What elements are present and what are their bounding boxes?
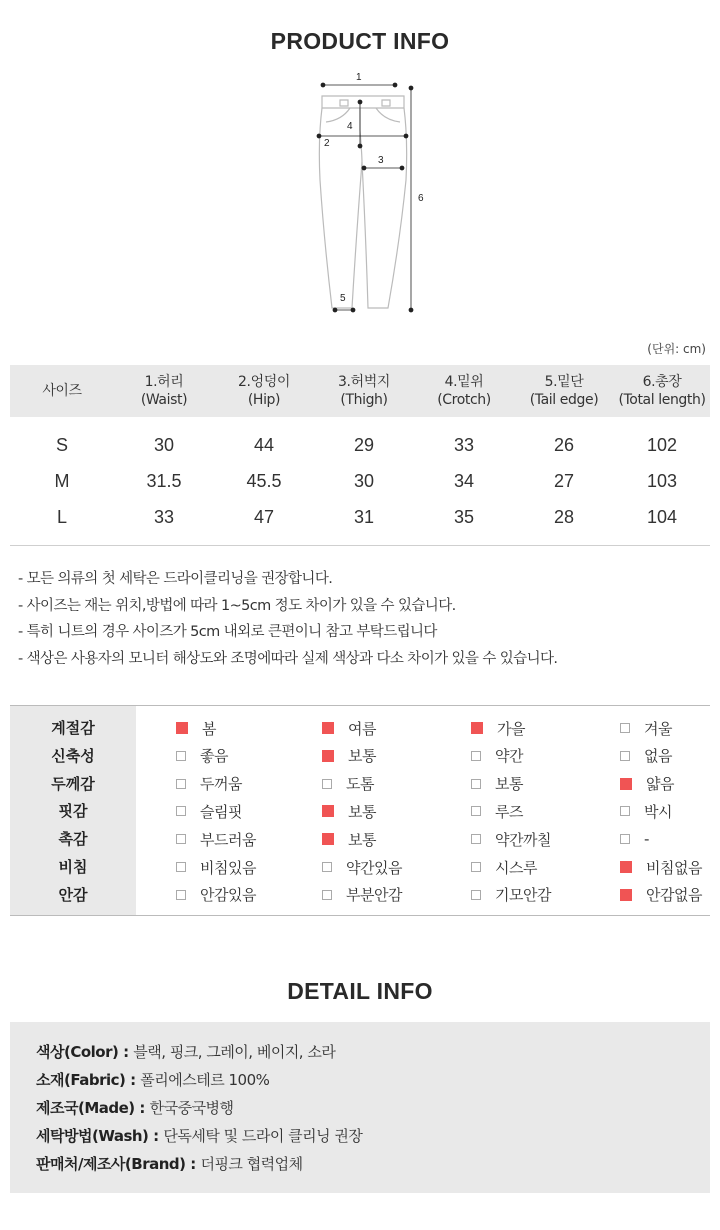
- size-cell: 33: [453, 435, 475, 455]
- attribute-label: 비침: [58, 858, 88, 876]
- table-divider: [10, 545, 710, 546]
- attribute-option: [471, 770, 523, 798]
- attribute-option-label: 안감있음: [200, 886, 256, 905]
- attribute-option-label: 약간: [495, 747, 523, 766]
- attribute-option: [471, 742, 523, 770]
- size-cell: L: [56, 507, 67, 527]
- diagram-label-1: 1: [356, 72, 362, 83]
- size-cell: 28: [553, 507, 575, 527]
- unchecked-box-icon: [471, 834, 481, 844]
- unchecked-box-icon: [322, 890, 332, 900]
- diagram-label-4: 4: [347, 121, 353, 132]
- attribute-option: [620, 714, 672, 742]
- header-tail-edge: 5.밑단 (Tail edge): [529, 374, 599, 408]
- detail-row-color: 색상(Color) : 블랙, 핑크, 그레이, 베이지, 소라: [36, 1043, 336, 1061]
- attribute-option-label: 얇음: [646, 775, 674, 794]
- attribute-option: [176, 881, 256, 909]
- size-cell: 45.5: [246, 471, 282, 491]
- checked-box-icon: [620, 861, 632, 873]
- attribute-row: [10, 881, 710, 909]
- size-table-header: [10, 365, 710, 417]
- table-row: [10, 427, 710, 463]
- attribute-option-label: 시스루: [495, 858, 537, 877]
- table-row: [10, 463, 710, 499]
- attribute-option-label: 비침있음: [200, 858, 256, 877]
- checked-box-icon: [620, 889, 632, 901]
- attribute-label: 두께감: [51, 774, 95, 793]
- attribute-label: 신축성: [51, 746, 95, 765]
- unchecked-box-icon: [471, 806, 481, 816]
- attribute-label: 안감: [58, 885, 88, 904]
- attribute-row: [10, 797, 710, 825]
- attribute-option-label: 좋음: [200, 747, 228, 766]
- unchecked-box-icon: [471, 862, 481, 872]
- size-cell: 104: [646, 507, 678, 527]
- diagram-label-2: 2: [324, 138, 330, 149]
- attribute-option-label: 슬림핏: [200, 802, 242, 821]
- attribute-option-label: 비침없음: [646, 858, 702, 877]
- attribute-label: 핏감: [58, 802, 88, 821]
- unchecked-box-icon: [620, 751, 630, 761]
- attribute-option: [322, 881, 402, 909]
- attribute-option: [176, 797, 242, 825]
- unchecked-box-icon: [471, 890, 481, 900]
- attribute-option-label: 가을: [497, 719, 525, 738]
- attribute-option-label: 약간까칠: [495, 830, 551, 849]
- unchecked-box-icon: [176, 779, 186, 789]
- attributes-bottom-border: [10, 915, 710, 916]
- attribute-row: [10, 853, 710, 881]
- attribute-option: [176, 825, 256, 853]
- attribute-option-label: 없음: [644, 747, 672, 766]
- pants-measurement-diagram: [300, 70, 440, 320]
- attribute-option-label: 박시: [644, 802, 672, 821]
- size-cell: 30: [153, 435, 175, 455]
- attribute-option: [620, 881, 702, 909]
- attribute-label: 계절감: [51, 719, 95, 737]
- attribute-row: [10, 770, 710, 798]
- attribute-option-label: 기모안감: [495, 886, 551, 905]
- checked-box-icon: [322, 750, 334, 762]
- attribute-option: [620, 825, 649, 853]
- attribute-option: [322, 797, 376, 825]
- product-info-title: PRODUCT INFO: [270, 28, 450, 54]
- attribute-option-label: 안감없음: [646, 886, 702, 905]
- unchecked-box-icon: [620, 806, 630, 816]
- attribute-option: [471, 881, 551, 909]
- attribute-option: [322, 742, 376, 770]
- checked-box-icon: [322, 722, 334, 734]
- table-row: [10, 499, 710, 535]
- attribute-option-label: 여름: [348, 719, 376, 738]
- attribute-option: [322, 714, 376, 742]
- note-line: - 모든 의류의 첫 세탁은 드라이클리닝을 권장합니다.: [18, 571, 333, 587]
- diagram-label-3: 3: [378, 155, 384, 166]
- attribute-option: [471, 797, 523, 825]
- attribute-option: [322, 853, 402, 881]
- attribute-option: [620, 853, 702, 881]
- attribute-option-label: 부드러움: [200, 830, 256, 849]
- diagram-label-6: 6: [418, 193, 424, 204]
- size-cell: 31: [353, 507, 375, 527]
- diagram-label-5: 5: [340, 293, 346, 304]
- unchecked-box-icon: [620, 834, 630, 844]
- attribute-option-label: 보통: [348, 802, 376, 821]
- note-line: - 사이즈는 재는 위치,방법에 따라 1~5cm 정도 차이가 있을 수 있습니다.: [18, 597, 456, 614]
- size-cell: 34: [453, 471, 475, 491]
- attribute-option-label: 겨울: [644, 719, 672, 738]
- unchecked-box-icon: [176, 834, 186, 844]
- attribute-option: [471, 825, 551, 853]
- size-cell: 102: [646, 435, 678, 455]
- header-total-length: 6.총장 (Total length): [618, 374, 706, 408]
- attribute-option: [620, 770, 674, 798]
- size-cell: 103: [646, 471, 678, 491]
- attribute-option-label: 봄: [202, 719, 216, 738]
- attribute-row: [10, 742, 710, 770]
- checked-box-icon: [620, 778, 632, 790]
- header-thigh: 3.허벅지 (Thigh): [338, 374, 390, 408]
- size-cell: S: [55, 435, 68, 455]
- detail-row-wash: 세탁방법(Wash) : 단독세탁 및 드라이 클리닝 권장: [36, 1127, 363, 1145]
- attribute-option-label: 루즈: [495, 802, 523, 821]
- size-cell: 31.5: [146, 471, 182, 491]
- unchecked-box-icon: [176, 751, 186, 761]
- note-line: - 특히 니트의 경우 사이즈가 5cm 내외로 큰편이니 참고 부탁드립니다: [18, 624, 437, 640]
- unchecked-box-icon: [471, 751, 481, 761]
- attribute-option: [176, 770, 242, 798]
- attribute-row: [10, 714, 710, 742]
- unchecked-box-icon: [176, 890, 186, 900]
- checked-box-icon: [471, 722, 483, 734]
- size-cell: 26: [553, 435, 575, 455]
- attribute-label: 촉감: [58, 830, 88, 849]
- size-cell: 47: [253, 507, 275, 527]
- attribute-option-label: 두꺼움: [200, 775, 242, 794]
- attribute-option: [176, 714, 216, 742]
- detail-info-title: DETAIL INFO: [287, 978, 433, 1004]
- care-notes: [18, 566, 718, 672]
- header-hip: 2.엉덩이 (Hip): [238, 374, 290, 408]
- unchecked-box-icon: [620, 723, 630, 733]
- unchecked-box-icon: [176, 862, 186, 872]
- attribute-option-label: 보통: [348, 830, 376, 849]
- size-cell: 30: [353, 471, 375, 491]
- detail-info-box: [10, 1022, 710, 1193]
- unit-note: (단위: cm): [647, 342, 706, 356]
- attribute-option: [322, 825, 376, 853]
- attribute-row: [10, 825, 710, 853]
- detail-row-made: 제조국(Made) : 한국중국병행: [36, 1099, 234, 1117]
- detail-row-fabric: 소재(Fabric) : 폴리에스테르 100%: [36, 1071, 270, 1089]
- attribute-option-label: 보통: [495, 775, 523, 794]
- size-cell: 35: [453, 507, 475, 527]
- attribute-option-label: -: [644, 830, 649, 849]
- header-waist: 1.허리 (Waist): [140, 374, 188, 408]
- size-cell: 44: [253, 435, 275, 455]
- size-cell: M: [54, 471, 70, 491]
- attribute-option-label: 보통: [348, 747, 376, 766]
- attribute-option-label: 도톰: [346, 775, 374, 794]
- size-cell: 27: [553, 471, 575, 491]
- detail-row-brand: 판매처/제조사(Brand) : 더핑크 협력업체: [36, 1155, 303, 1173]
- size-cell: 29: [353, 435, 375, 455]
- attribute-option: [620, 742, 672, 770]
- size-cell: 33: [153, 507, 175, 527]
- header-size: 사이즈: [42, 383, 82, 399]
- unchecked-box-icon: [322, 779, 332, 789]
- attribute-option: [471, 714, 525, 742]
- unchecked-box-icon: [176, 806, 186, 816]
- unchecked-box-icon: [471, 779, 481, 789]
- attribute-option: [176, 853, 256, 881]
- attribute-option: [322, 770, 374, 798]
- checked-box-icon: [176, 722, 188, 734]
- checked-box-icon: [322, 833, 334, 845]
- unchecked-box-icon: [322, 862, 332, 872]
- attribute-option-label: 약간있음: [346, 858, 402, 877]
- attribute-option: [176, 742, 228, 770]
- checked-box-icon: [322, 805, 334, 817]
- note-line: - 색상은 사용자의 모니터 해상도와 조명에따라 실제 색상과 다소 차이가 있을 수 있습니다.: [18, 650, 558, 667]
- attribute-option-label: 부분안감: [346, 886, 402, 905]
- attribute-option: [620, 797, 672, 825]
- header-crotch: 4.밑위 (Crotch): [437, 374, 491, 408]
- attribute-option: [471, 853, 537, 881]
